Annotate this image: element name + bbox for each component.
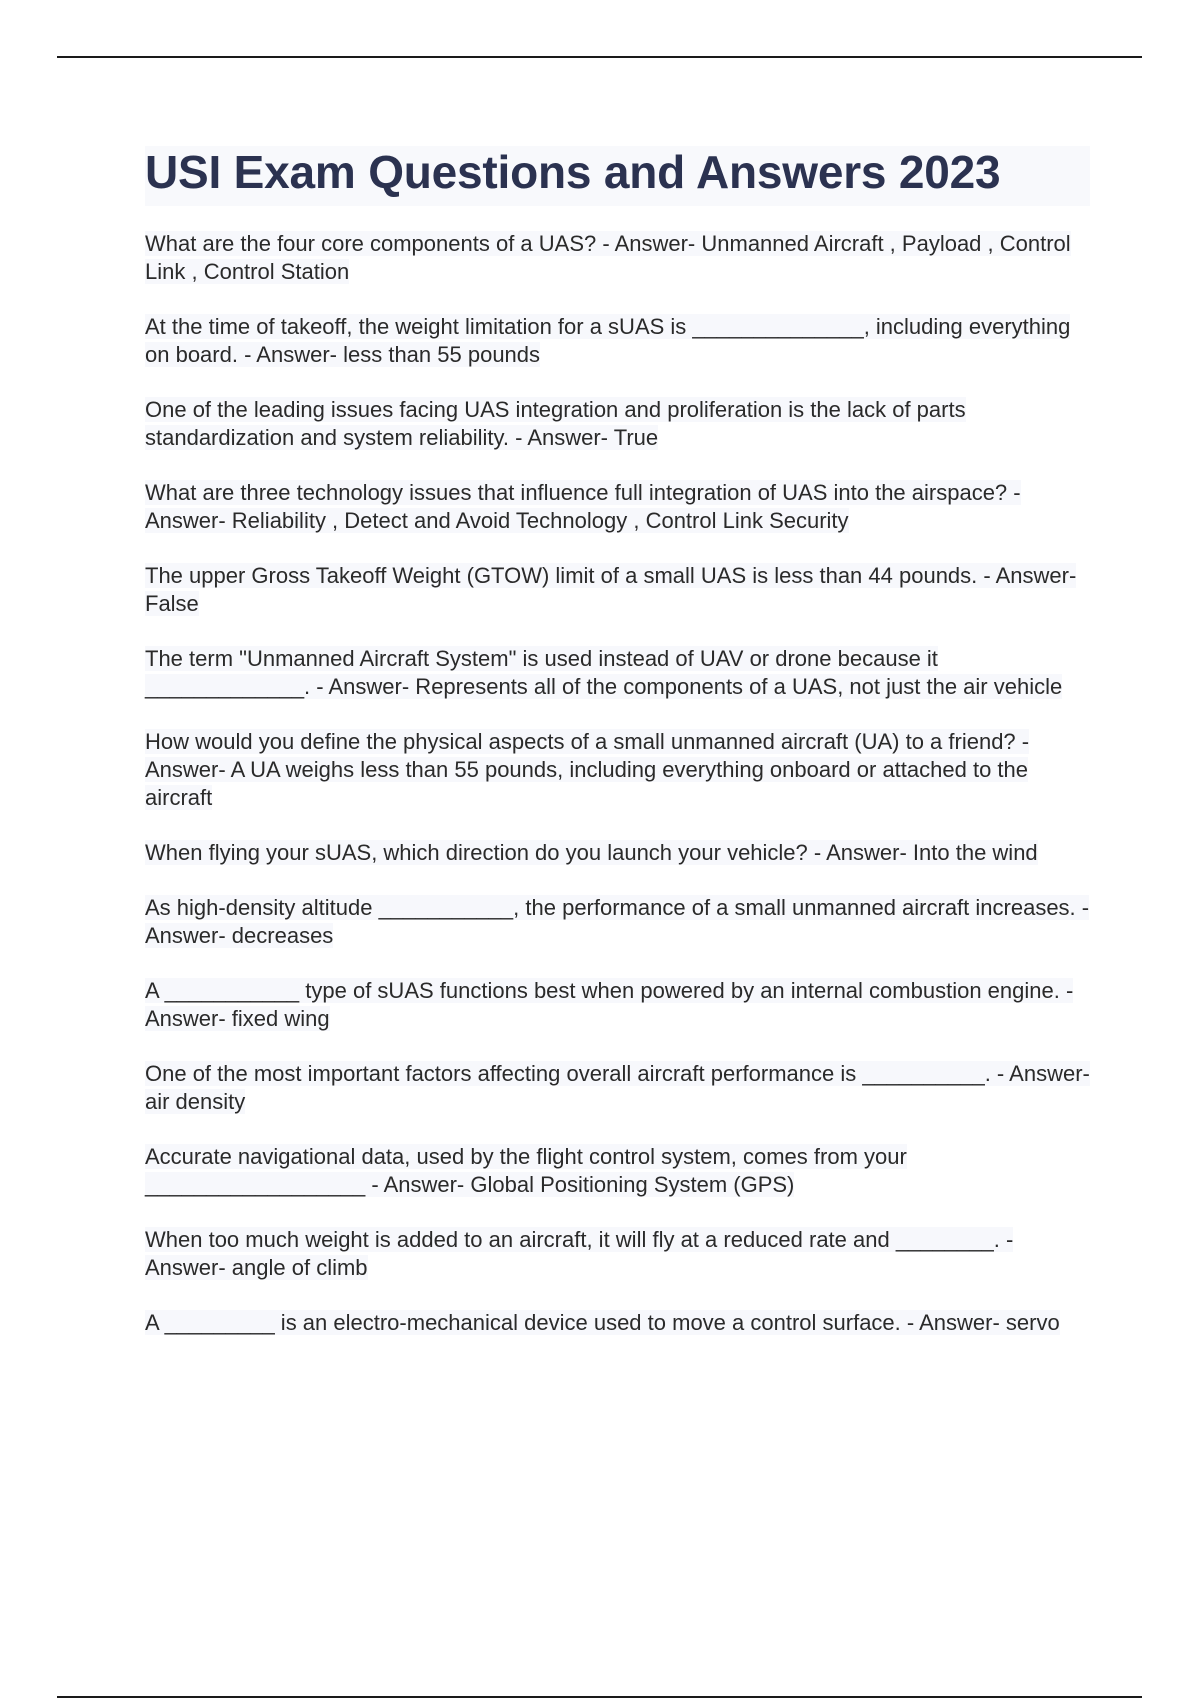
qa-item [145, 479, 1090, 535]
qa-text: As high-density altitude ___________, the performance of a small unmanned aircraft increases. - Answer- decreases [145, 895, 1090, 948]
qa-item [145, 562, 1090, 618]
qa-text: A _________ is an electro-mechanical device used to move a control surface. - Answer- servo [145, 1310, 1060, 1335]
page-title: USI Exam Questions and Answers 2023 [145, 146, 1090, 206]
qa-item [145, 1226, 1090, 1282]
qa-item [145, 396, 1090, 452]
header-rule [57, 56, 1142, 58]
qa-text: When flying your sUAS, which direction do you launch your vehicle? - Answer- Into the wind [145, 840, 1038, 865]
qa-text: One of the most important factors affecting overall aircraft performance is __________. - Answer- air density [145, 1061, 1090, 1114]
qa-text: The term "Unmanned Aircraft System" is used instead of UAV or drone because it _____________. - Answer- Represents all of the components of a UAS, not just the air vehicle [145, 646, 1063, 699]
qa-text: A ___________ type of sUAS functions best when powered by an internal combustion engine. - Answer- fixed wing [145, 978, 1074, 1031]
qa-item [145, 839, 1090, 867]
qa-text: At the time of takeoff, the weight limitation for a sUAS is ______________, including everything on board. - Answer- less than 55 pounds [145, 314, 1071, 367]
qa-item [145, 1060, 1090, 1116]
qa-text: How would you define the physical aspects of a small unmanned aircraft (UA) to a friend? - Answer- A UA weighs less than 55 pounds, including everything onboard or attached to the aircraft [145, 729, 1030, 810]
qa-item [145, 977, 1090, 1033]
footer-rule [57, 1696, 1142, 1698]
qa-item [145, 728, 1090, 812]
qa-item [145, 645, 1090, 701]
qa-item [145, 894, 1090, 950]
qa-text: What are three technology issues that influence full integration of UAS into the airspace? - Answer- Reliability , Detect and Avoid Technology , Control Link Security [145, 480, 1021, 533]
qa-item [145, 1143, 1090, 1199]
qa-item [145, 313, 1090, 369]
qa-item [145, 230, 1090, 286]
qa-text: Accurate navigational data, used by the flight control system, comes from your __________________ - Answer- Global Positioning System (GPS) [145, 1144, 907, 1197]
qa-list [145, 230, 1090, 1337]
qa-text: What are the four core components of a UAS? - Answer- Unmanned Aircraft , Payload , Control Link , Control Station [145, 231, 1071, 284]
qa-text: One of the leading issues facing UAS integration and proliferation is the lack of parts standardization and system reliability. - Answer- True [145, 397, 966, 450]
qa-text: The upper Gross Takeoff Weight (GTOW) limit of a small UAS is less than 44 pounds. - Answer- False [145, 563, 1077, 616]
document-body [145, 146, 1090, 1364]
qa-item [145, 1309, 1090, 1337]
qa-text: When too much weight is added to an aircraft, it will fly at a reduced rate and ________. - Answer- angle of climb [145, 1227, 1014, 1280]
